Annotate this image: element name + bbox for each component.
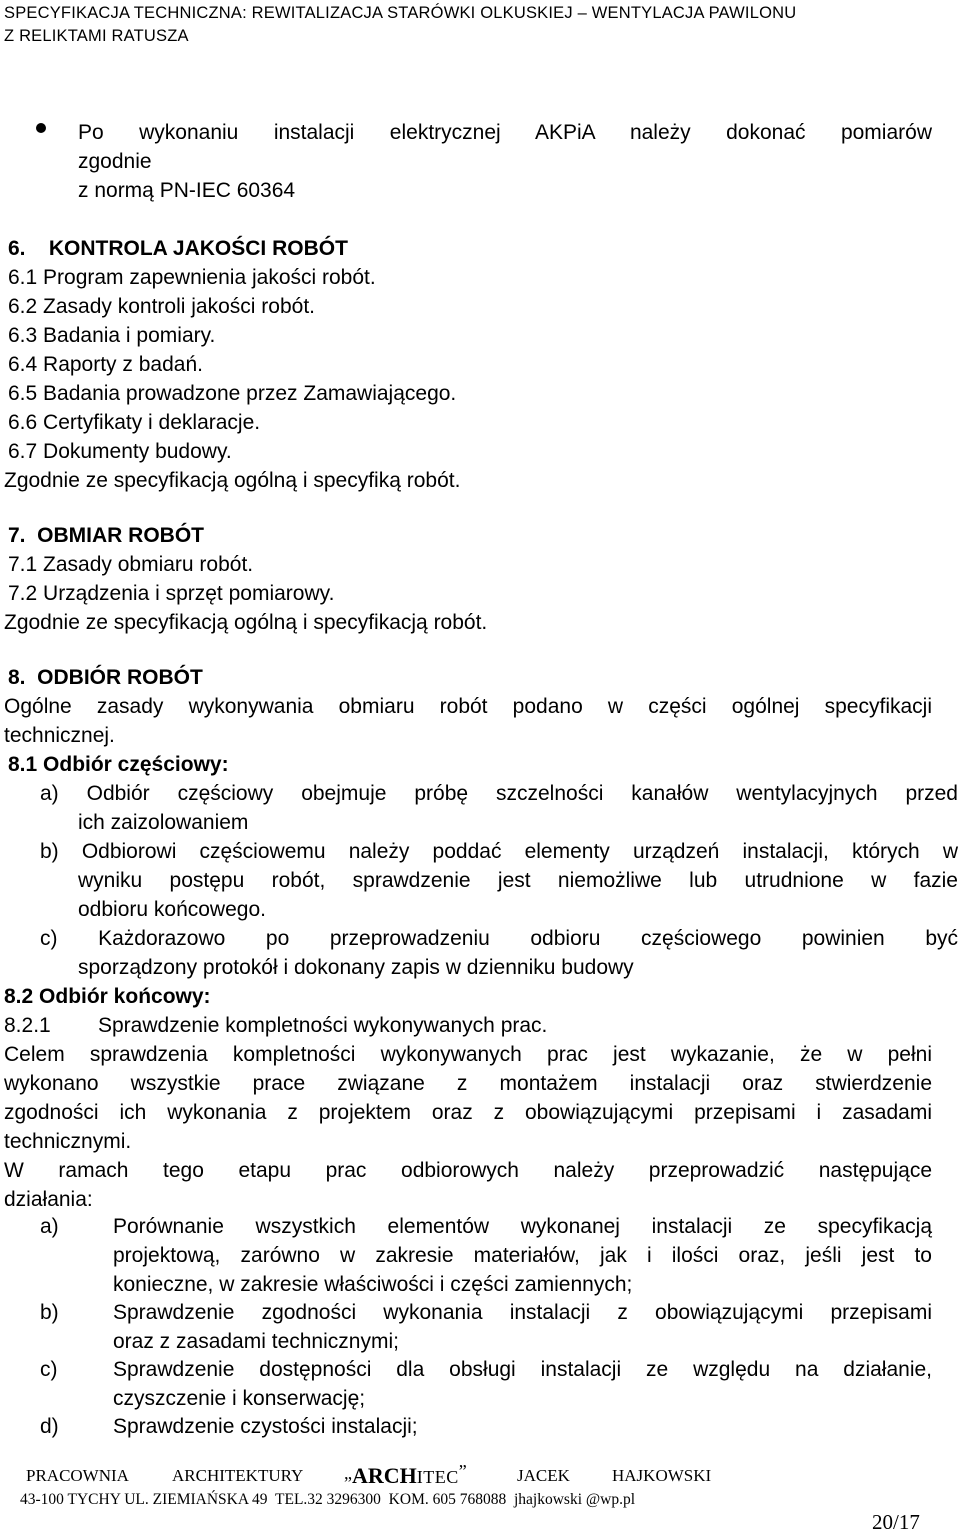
section-8-intro-line-1: Ogólne zasady wykonywania obmiaru robót podano w części ogólnej specyfikacji xyxy=(4,695,932,718)
subsection-8-2-1-title: Sprawdzenie kompletności wykonywanych prac. xyxy=(98,1014,548,1037)
list-c-line-2: czyszczenie i konserwację; xyxy=(113,1387,366,1410)
item-a-line-1: a) Odbiór częściowy obejmuje próbę szczelności kanałów wentylacyjnych przed xyxy=(40,782,958,805)
footer-brand-logo: „ARCHITEC” xyxy=(344,1461,467,1488)
footer-hajkowski: HAJKOWSKI xyxy=(612,1466,712,1485)
bullet-text-line-3: z normą PN-IEC 60364 xyxy=(78,179,296,202)
section-8-intro-line-2: technicznej. xyxy=(4,724,115,747)
item-c-line-2: sporządzony protokół i dokonany zapis w dzienniku budowy xyxy=(78,956,634,979)
list-a-line-3: konieczne, w zakresie właściwości i części zamiennych; xyxy=(113,1273,633,1296)
page-header-line-2: Z RELIKTAMI RATUSZA xyxy=(4,27,189,45)
list-b-line-1: Sprawdzenie zgodności wykonania instalacji z obowiązującymi przepisami xyxy=(113,1301,932,1324)
list-label-d: d) xyxy=(40,1415,59,1438)
paragraph-1-line-3: zgodności ich wykonania z projektem oraz z obowiązującymi przepisami i zasadami xyxy=(4,1101,932,1124)
footer-architektury: ARCHITEKTURY xyxy=(172,1466,304,1485)
list-d-line-1: Sprawdzenie czystości instalacji; xyxy=(113,1415,418,1438)
list-a-line-1: Porównanie wszystkich elementów wykonanej instalacji ze specyfikacją xyxy=(113,1215,932,1238)
section-6-note: Zgodnie ze specyfikacją ogólną i specyfiką robót. xyxy=(4,469,461,492)
bullet-text-line-1: Po wykonaniu instalacji elektrycznej AKPiA należy dokonać pomiarów xyxy=(78,121,932,144)
item-b-line-2: wyniku postępu robót, sprawdzenie jest niemożliwe lub utrudnione w fazie xyxy=(78,869,958,892)
list-label-a: a) xyxy=(40,1215,59,1238)
section-6-item: 6.1 Program zapewnienia jakości robót. xyxy=(8,266,376,289)
section-6-item: 6.2 Zasady kontroli jakości robót. xyxy=(8,295,315,318)
subsection-8-2-heading: 8.2 Odbiór końcowy: xyxy=(4,985,211,1008)
section-6-item: 6.7 Dokumenty budowy. xyxy=(8,440,232,463)
page-header-line-1: SPECYFIKACJA TECHNICZNA: REWITALIZACJA STARÓWKI OLKUSKIEJ – WENTYLACJA PAWILONU xyxy=(4,4,797,22)
section-6-heading: 6. KONTROLA JAKOŚCI ROBÓT xyxy=(8,237,348,260)
paragraph-1-line-4: technicznymi. xyxy=(4,1130,132,1153)
subsection-8-1-heading: 8.1 Odbiór częściowy: xyxy=(8,753,229,776)
section-6-item: 6.3 Badania i pomiary. xyxy=(8,324,216,347)
section-7-heading: 7. OBMIAR ROBÓT xyxy=(8,524,205,547)
paragraph-2-line-2: działania: xyxy=(4,1188,93,1211)
bullet-text-line-2: zgodnie xyxy=(78,150,152,173)
footer-pracownia: PRACOWNIA xyxy=(26,1466,129,1485)
section-7-note: Zgodnie ze specyfikacją ogólną i specyfikacją robót. xyxy=(4,611,488,634)
bullet-dot xyxy=(36,123,46,133)
list-a-line-2: projektową, zarówno w zakresie materiałów, jak i ilości oraz, jeśli jest to xyxy=(113,1244,932,1267)
subsection-8-2-1-number: 8.2.1 xyxy=(4,1014,51,1037)
section-6-item: 6.5 Badania prowadzone przez Zamawiającego. xyxy=(8,382,457,405)
section-8-heading: 8. ODBIÓR ROBÓT xyxy=(8,666,203,689)
page-number: 20/17 xyxy=(872,1510,920,1534)
footer-address: 43-100 TYCHY UL. ZIEMIAŃSKA 49 TEL.32 3296300 KOM. 605 768088 jhajkowski @wp.pl xyxy=(20,1491,636,1508)
item-b-line-3: odbioru końcowego. xyxy=(78,898,266,921)
paragraph-1-line-2: wykonano wszystkie prace związane z montażem instalacji oraz stwierdzenie xyxy=(4,1072,932,1095)
footer-brand-part-2: ITEC xyxy=(416,1467,459,1487)
list-c-line-1: Sprawdzenie dostępności dla obsługi instalacji ze względu na działanie, xyxy=(113,1358,932,1381)
list-label-c: c) xyxy=(40,1358,58,1381)
item-a-line-2: ich zaizolowaniem xyxy=(78,811,249,834)
paragraph-2-line-1: W ramach tego etapu prac odbiorowych należy przeprowadzić następujące xyxy=(4,1159,932,1182)
paragraph-1-line-1: Celem sprawdzenia kompletności wykonywanych prac jest wykazanie, że w pełni xyxy=(4,1043,932,1066)
section-6-item: 6.4 Raporty z badań. xyxy=(8,353,203,376)
footer-brand-part-1: ARCH xyxy=(352,1463,417,1488)
section-7-item: 7.2 Urządzenia i sprzęt pomiarowy. xyxy=(8,582,335,605)
item-b-line-1: b) Odbiorowi częściowemu należy poddać elementy urządzeń instalacji, których w xyxy=(40,840,958,863)
footer-jacek: JACEK xyxy=(517,1466,570,1485)
list-label-b: b) xyxy=(40,1301,59,1324)
section-7-item: 7.1 Zasady obmiaru robót. xyxy=(8,553,254,576)
list-b-line-2: oraz z zasadami technicznymi; xyxy=(113,1330,399,1353)
section-6-item: 6.6 Certyfikaty i deklaracje. xyxy=(8,411,261,434)
item-c-line-1: c) Każdorazowo po przeprowadzeniu odbioru częściowego powinien być xyxy=(40,927,958,950)
